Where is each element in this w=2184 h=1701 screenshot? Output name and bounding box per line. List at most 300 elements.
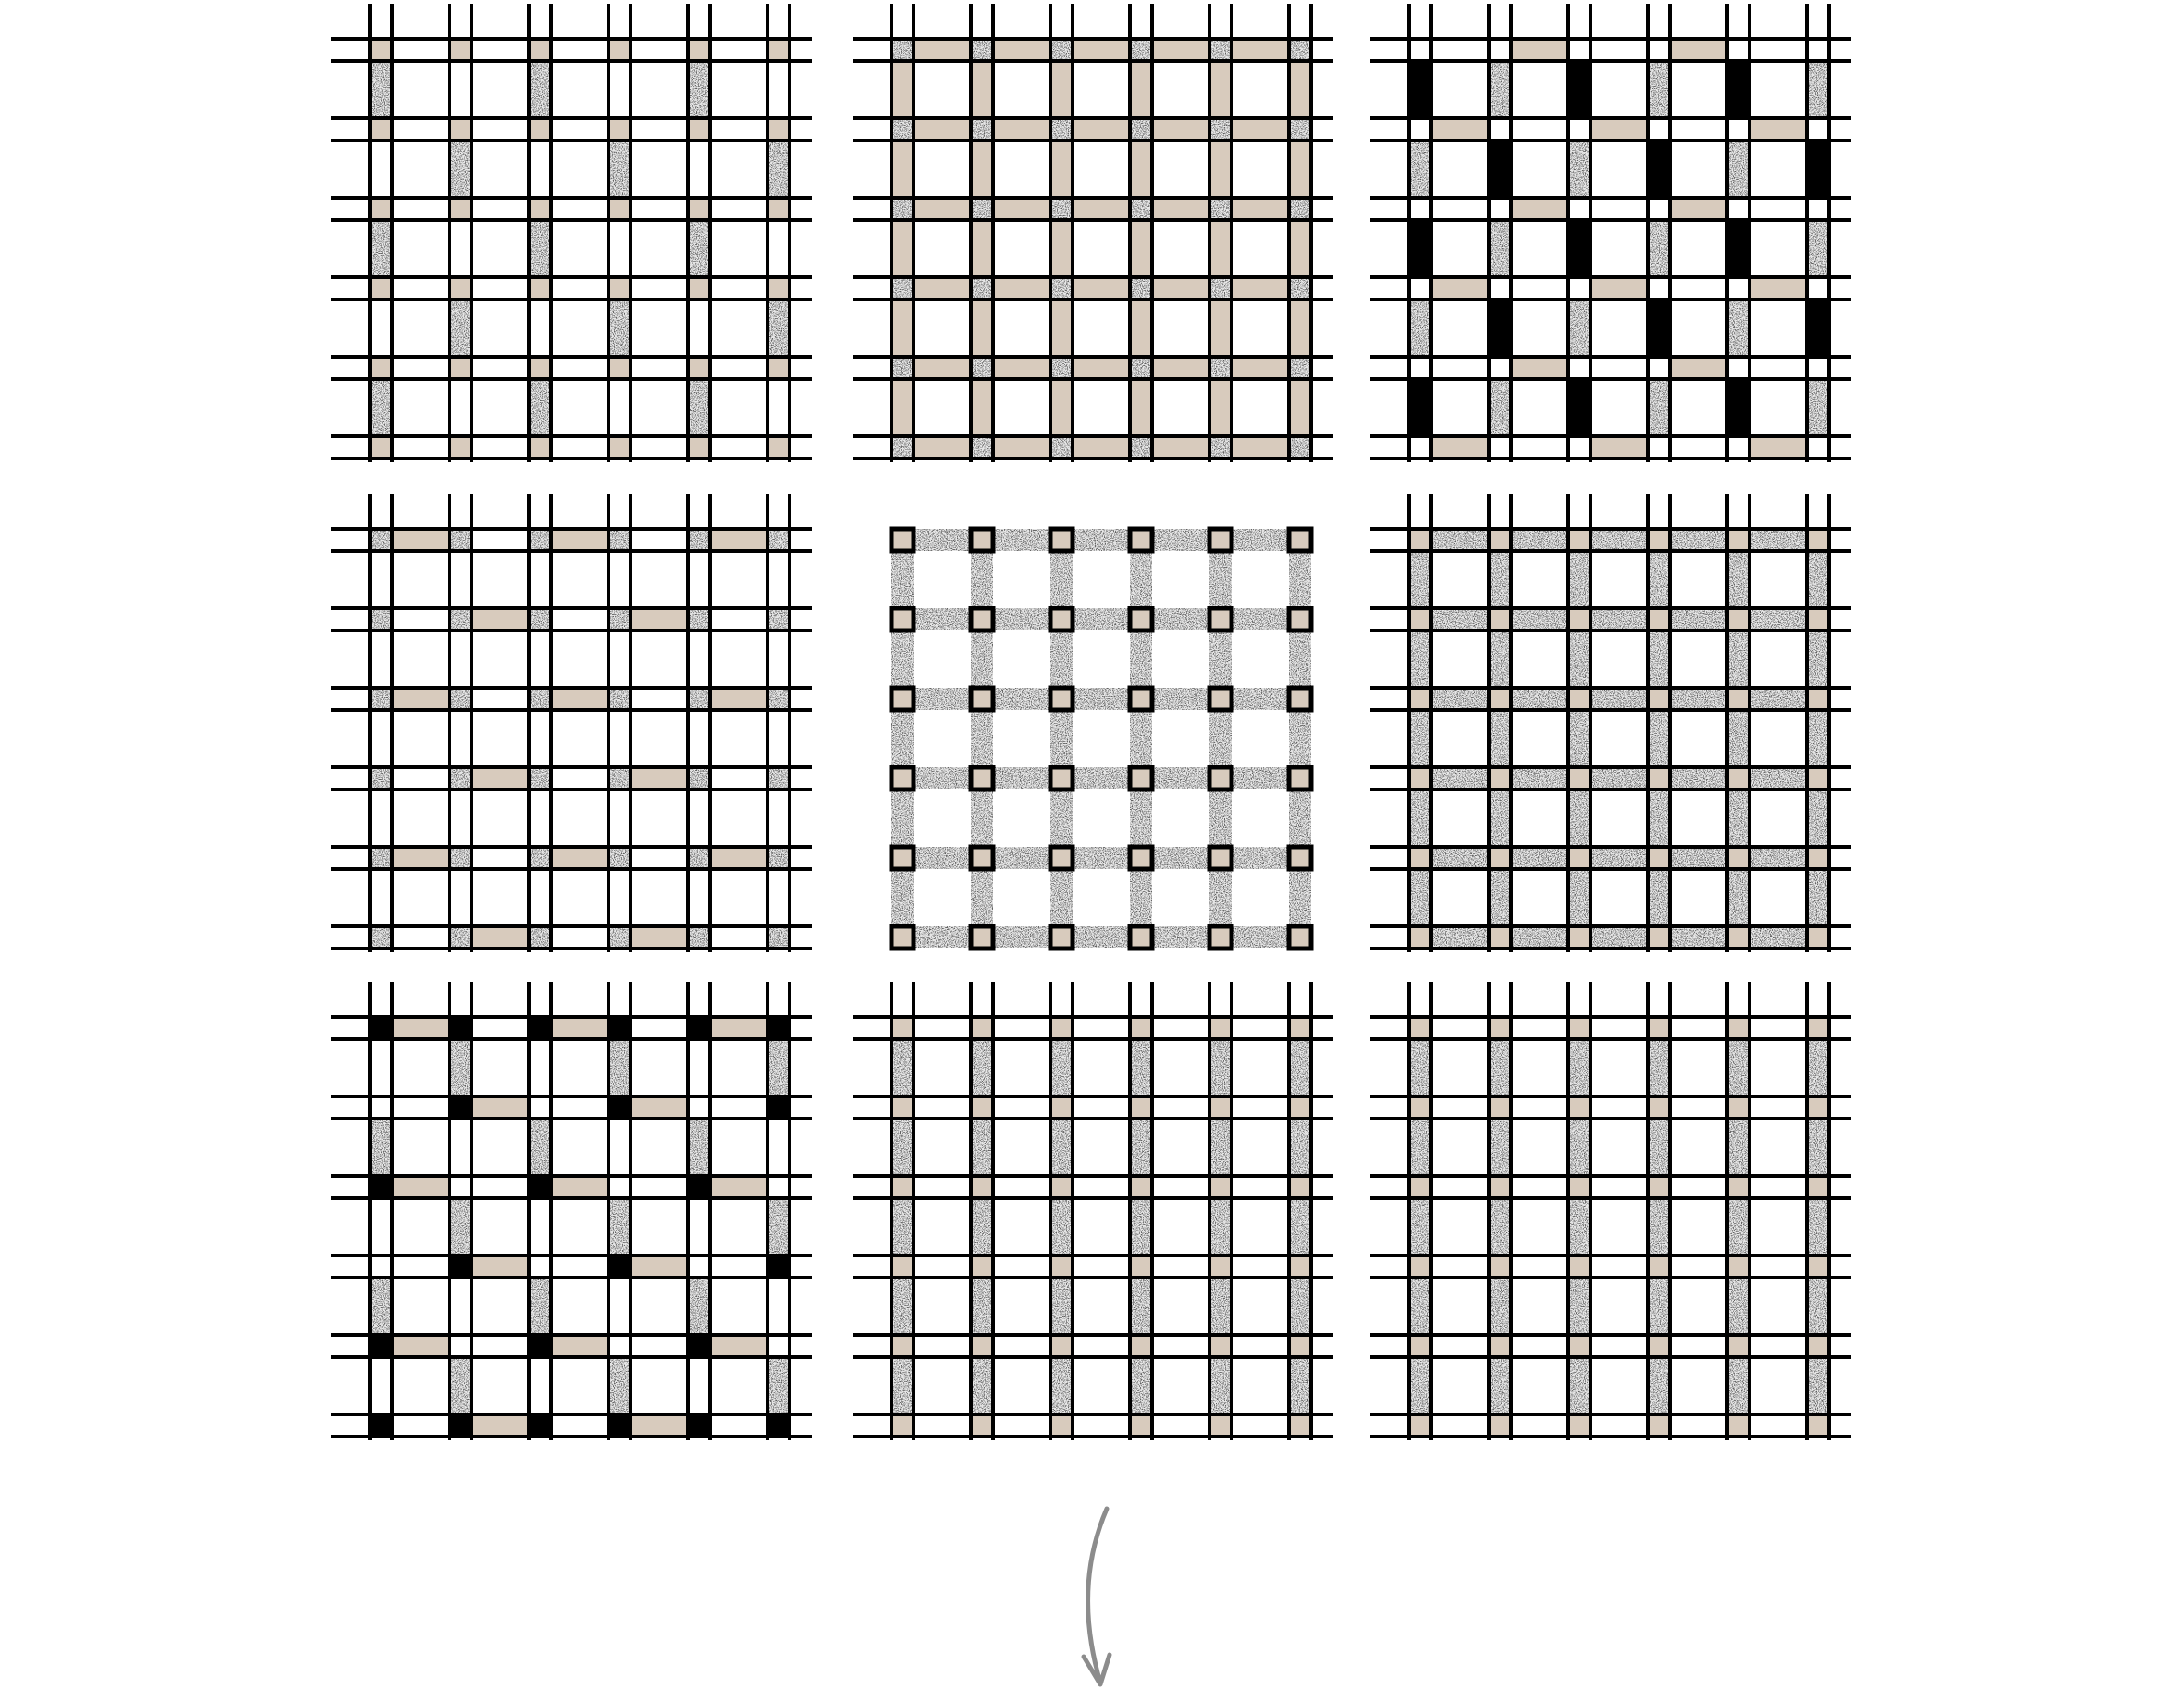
speckle-segment — [767, 141, 790, 198]
speckle-node — [688, 688, 710, 710]
speckle-node — [1130, 277, 1152, 300]
speckle-segment — [1807, 61, 1829, 118]
speckle-node — [370, 608, 392, 630]
speckle-segment — [1431, 926, 1489, 948]
speckle-segment — [1727, 1357, 1749, 1414]
tan-node — [1568, 688, 1590, 710]
speckle-segment — [1130, 1198, 1152, 1255]
black-node — [1209, 767, 1232, 789]
black-node — [688, 1335, 710, 1357]
speckle-segment — [1590, 529, 1648, 551]
tan-segment — [1511, 357, 1568, 379]
speckle-segment — [1130, 630, 1152, 688]
tan-segment — [1209, 141, 1232, 198]
speckle-node — [529, 847, 551, 869]
speckle-segment — [1568, 1039, 1590, 1096]
tan-node — [1409, 767, 1431, 789]
tan-node — [1727, 1255, 1749, 1278]
black-node — [1050, 767, 1073, 789]
tan-node — [1050, 1255, 1073, 1278]
tan-node — [370, 198, 392, 220]
tan-segment — [551, 1017, 608, 1039]
tan-node — [688, 39, 710, 61]
speckle-node — [370, 847, 392, 869]
speckle-segment — [1073, 608, 1130, 630]
tan-node — [1648, 688, 1670, 710]
speckle-node — [529, 608, 551, 630]
speckle-node — [1289, 198, 1311, 220]
black-node — [1130, 529, 1152, 551]
speckle-segment — [971, 1039, 993, 1096]
tan-segment — [1209, 220, 1232, 277]
speckle-segment — [1489, 220, 1511, 277]
tan-node — [1727, 1096, 1749, 1119]
speckle-node — [449, 688, 472, 710]
speckle-segment — [370, 61, 392, 118]
speckle-segment — [1489, 379, 1511, 436]
speckle-segment — [1289, 1198, 1311, 1255]
speckle-segment — [1807, 551, 1829, 608]
tan-node — [1568, 1414, 1590, 1437]
speckle-segment — [1409, 300, 1431, 357]
speckle-node — [370, 767, 392, 789]
black-node — [370, 1176, 392, 1198]
speckle-segment — [1152, 767, 1209, 789]
speckle-node — [971, 198, 993, 220]
tan-node — [1648, 767, 1670, 789]
speckle-node — [688, 767, 710, 789]
speckle-segment — [1489, 61, 1511, 118]
black-node — [971, 847, 993, 869]
tan-segment — [1050, 300, 1073, 357]
tan-node — [1807, 688, 1829, 710]
tan-segment — [1670, 39, 1727, 61]
speckle-segment — [1073, 767, 1130, 789]
tan-node — [1489, 1096, 1511, 1119]
tan-node — [1050, 1414, 1073, 1437]
speckle-segment — [1409, 1039, 1431, 1096]
speckle-segment — [1489, 710, 1511, 767]
tan-node — [1648, 1096, 1670, 1119]
tan-node — [1807, 529, 1829, 551]
speckle-segment — [1232, 767, 1289, 789]
speckle-node — [1130, 436, 1152, 459]
speckle-segment — [914, 688, 971, 710]
speckle-segment — [1073, 847, 1130, 869]
black-segment — [1489, 141, 1511, 198]
speckle-segment — [1209, 630, 1232, 688]
tan-segment — [914, 357, 971, 379]
speckle-node — [1209, 277, 1232, 300]
black-node — [891, 847, 914, 869]
open-slot — [1511, 1255, 1568, 1278]
black-segment — [1568, 220, 1590, 277]
tan-segment — [1073, 39, 1130, 61]
tan-node — [1409, 1176, 1431, 1198]
speckle-segment — [1648, 630, 1670, 688]
speckle-segment — [1511, 688, 1568, 710]
speckle-segment — [1130, 789, 1152, 847]
speckle-segment — [608, 1357, 631, 1414]
speckle-segment — [1727, 551, 1749, 608]
speckle-node — [1130, 118, 1152, 141]
speckle-segment — [1807, 710, 1829, 767]
speckle-segment — [449, 300, 472, 357]
tan-node — [1489, 608, 1511, 630]
tan-segment — [1130, 141, 1152, 198]
speckle-segment — [1409, 141, 1431, 198]
pattern-panel-p6 — [1370, 494, 1851, 952]
speckle-segment — [767, 1357, 790, 1414]
tan-segment — [993, 198, 1050, 220]
tan-segment — [472, 1096, 529, 1119]
speckle-node — [608, 926, 631, 948]
speckle-segment — [1489, 1198, 1511, 1255]
speckle-segment — [1409, 1119, 1431, 1176]
speckle-segment — [529, 1119, 551, 1176]
speckle-segment — [993, 767, 1050, 789]
speckle-segment — [1409, 869, 1431, 926]
speckle-segment — [971, 869, 993, 926]
speckle-segment — [1568, 630, 1590, 688]
speckle-segment — [449, 141, 472, 198]
speckle-segment — [608, 141, 631, 198]
speckle-segment — [1209, 1198, 1232, 1255]
tan-node — [1568, 926, 1590, 948]
speckle-node — [1209, 357, 1232, 379]
speckle-segment — [971, 1357, 993, 1414]
speckle-segment — [1749, 529, 1807, 551]
speckle-segment — [1050, 1119, 1073, 1176]
pattern-panel-p5 — [891, 529, 1311, 948]
tan-segment — [392, 847, 449, 869]
speckle-segment — [1590, 688, 1648, 710]
tan-node — [891, 1096, 914, 1119]
black-node — [1130, 608, 1152, 630]
open-slot — [1511, 1335, 1568, 1357]
tan-segment — [1590, 436, 1648, 459]
speckle-segment — [1807, 1039, 1829, 1096]
speckle-segment — [1130, 1039, 1152, 1096]
speckle-node — [891, 277, 914, 300]
speckle-segment — [1749, 847, 1807, 869]
speckle-segment — [1489, 789, 1511, 847]
tan-segment — [1232, 39, 1289, 61]
speckle-segment — [1670, 688, 1727, 710]
tan-node — [1648, 1176, 1670, 1198]
speckle-segment — [1409, 1357, 1431, 1414]
black-node — [449, 1017, 472, 1039]
speckle-segment — [1727, 1039, 1749, 1096]
speckle-segment — [688, 220, 710, 277]
pattern-panel-p4 — [331, 494, 812, 952]
tan-segment — [1749, 277, 1807, 300]
open-slot — [1590, 1096, 1648, 1119]
black-node — [1050, 926, 1073, 948]
speckle-segment — [1807, 379, 1829, 436]
speckle-node — [891, 198, 914, 220]
speckle-segment — [370, 220, 392, 277]
speckle-segment — [1807, 630, 1829, 688]
tan-node — [1648, 1335, 1670, 1357]
tan-node — [1807, 1414, 1829, 1437]
speckle-segment — [370, 1119, 392, 1176]
speckle-segment — [1568, 1278, 1590, 1335]
speckle-segment — [1152, 529, 1209, 551]
tan-segment — [1431, 277, 1489, 300]
speckle-segment — [1727, 141, 1749, 198]
black-node — [891, 767, 914, 789]
speckle-segment — [1749, 608, 1807, 630]
tan-node — [1648, 529, 1670, 551]
speckle-segment — [971, 1198, 993, 1255]
speckle-segment — [1511, 767, 1568, 789]
speckle-segment — [1749, 688, 1807, 710]
tan-segment — [1590, 118, 1648, 141]
tan-segment — [914, 39, 971, 61]
tan-node — [1727, 688, 1749, 710]
speckle-node — [891, 39, 914, 61]
speckle-segment — [1209, 710, 1232, 767]
tan-segment — [1209, 379, 1232, 436]
speckle-segment — [891, 789, 914, 847]
open-slot — [1431, 1414, 1489, 1437]
tan-segment — [993, 277, 1050, 300]
black-node — [971, 767, 993, 789]
speckle-segment — [1489, 630, 1511, 688]
tan-node — [1409, 688, 1431, 710]
speckle-segment — [1289, 710, 1311, 767]
tan-node — [1489, 847, 1511, 869]
tan-segment — [914, 436, 971, 459]
speckle-segment — [1807, 1119, 1829, 1176]
tan-segment — [1152, 39, 1209, 61]
tan-segment — [392, 529, 449, 551]
tan-node — [1409, 1335, 1431, 1357]
tan-node — [1289, 1255, 1311, 1278]
open-slot — [1511, 1096, 1568, 1119]
tan-segment — [1511, 39, 1568, 61]
panels-group — [331, 4, 1851, 1440]
speckle-segment — [1648, 220, 1670, 277]
speckle-node — [971, 118, 993, 141]
black-node — [688, 1414, 710, 1437]
speckle-node — [1209, 39, 1232, 61]
tan-node — [971, 1335, 993, 1357]
tan-node — [370, 357, 392, 379]
speckle-segment — [1568, 1357, 1590, 1414]
tan-segment — [1749, 118, 1807, 141]
speckle-segment — [1807, 220, 1829, 277]
tan-segment — [472, 767, 529, 789]
tan-node — [608, 436, 631, 459]
speckle-node — [688, 608, 710, 630]
speckle-segment — [1289, 551, 1311, 608]
speckle-node — [1209, 118, 1232, 141]
tan-segment — [551, 688, 608, 710]
speckle-segment — [1727, 789, 1749, 847]
speckle-segment — [1209, 1357, 1232, 1414]
speckle-segment — [370, 379, 392, 436]
tan-node — [1130, 1017, 1152, 1039]
speckle-segment — [891, 1119, 914, 1176]
tan-node — [1727, 1017, 1749, 1039]
speckle-node — [370, 926, 392, 948]
black-segment — [1807, 141, 1829, 198]
pattern-panel-p3 — [1370, 4, 1851, 462]
open-slot — [1749, 1335, 1807, 1357]
black-node — [449, 1255, 472, 1278]
speckle-segment — [1209, 1119, 1232, 1176]
speckle-node — [1050, 118, 1073, 141]
speckle-segment — [1232, 847, 1289, 869]
speckle-node — [891, 118, 914, 141]
tan-node — [1289, 1017, 1311, 1039]
tan-node — [1807, 1255, 1829, 1278]
black-segment — [1727, 61, 1749, 118]
tan-node — [1209, 1255, 1232, 1278]
tan-node — [1489, 1335, 1511, 1357]
tan-node — [1489, 688, 1511, 710]
tan-node — [1209, 1335, 1232, 1357]
tan-node — [1130, 1176, 1152, 1198]
tan-node — [688, 277, 710, 300]
black-node — [971, 608, 993, 630]
speckle-node — [1050, 277, 1073, 300]
black-node — [1289, 529, 1311, 551]
open-slot — [1670, 1017, 1727, 1039]
tan-segment — [392, 1176, 449, 1198]
speckle-segment — [449, 1039, 472, 1096]
open-slot — [1590, 1017, 1648, 1039]
tan-node — [1727, 926, 1749, 948]
speckle-segment — [1050, 1278, 1073, 1335]
speckle-segment — [1511, 847, 1568, 869]
tan-segment — [472, 1255, 529, 1278]
speckle-segment — [1130, 869, 1152, 926]
speckle-node — [1289, 118, 1311, 141]
tan-node — [1409, 1017, 1431, 1039]
speckle-segment — [891, 630, 914, 688]
black-node — [688, 1176, 710, 1198]
tan-node — [1489, 767, 1511, 789]
speckle-node — [1050, 198, 1073, 220]
speckle-node — [449, 847, 472, 869]
speckle-segment — [1489, 869, 1511, 926]
speckle-segment — [891, 869, 914, 926]
tan-node — [1648, 926, 1670, 948]
speckle-node — [1289, 357, 1311, 379]
black-node — [1289, 608, 1311, 630]
tan-segment — [1130, 379, 1152, 436]
speckle-node — [529, 767, 551, 789]
tan-node — [1489, 1176, 1511, 1198]
open-slot — [1431, 1096, 1489, 1119]
open-slot — [1749, 1096, 1807, 1119]
tan-segment — [1152, 436, 1209, 459]
black-node — [767, 1096, 790, 1119]
tan-segment — [551, 1335, 608, 1357]
tan-segment — [1152, 357, 1209, 379]
tan-segment — [1130, 61, 1152, 118]
black-node — [1209, 608, 1232, 630]
tan-segment — [1590, 277, 1648, 300]
tan-node — [1409, 529, 1431, 551]
speckle-node — [767, 529, 790, 551]
speckle-segment — [688, 379, 710, 436]
tan-node — [1568, 608, 1590, 630]
speckle-segment — [1209, 789, 1232, 847]
speckle-segment — [914, 926, 971, 948]
speckle-segment — [914, 767, 971, 789]
tan-node — [1807, 1176, 1829, 1198]
speckle-node — [891, 357, 914, 379]
speckle-segment — [1289, 1357, 1311, 1414]
speckle-segment — [891, 1278, 914, 1335]
speckle-segment — [1209, 869, 1232, 926]
tan-node — [1568, 529, 1590, 551]
speckle-segment — [688, 1278, 710, 1335]
tan-segment — [1431, 436, 1489, 459]
speckle-segment — [1209, 1039, 1232, 1096]
open-slot — [1431, 1017, 1489, 1039]
tan-node — [370, 436, 392, 459]
speckle-segment — [1073, 926, 1130, 948]
speckle-segment — [971, 1119, 993, 1176]
speckle-segment — [993, 688, 1050, 710]
speckle-node — [608, 767, 631, 789]
speckle-segment — [1073, 529, 1130, 551]
speckle-segment — [529, 1278, 551, 1335]
speckle-segment — [1050, 1039, 1073, 1096]
tan-node — [1289, 1176, 1311, 1198]
speckle-segment — [1489, 1357, 1511, 1414]
tan-node — [1807, 1096, 1829, 1119]
speckle-segment — [1807, 1198, 1829, 1255]
speckle-segment — [370, 1278, 392, 1335]
tan-segment — [1431, 118, 1489, 141]
speckle-segment — [1073, 688, 1130, 710]
speckle-segment — [608, 1039, 631, 1096]
tan-node — [1409, 926, 1431, 948]
black-node — [1209, 529, 1232, 551]
speckle-segment — [449, 1198, 472, 1255]
speckle-node — [1209, 198, 1232, 220]
speckle-segment — [1431, 529, 1489, 551]
speckle-segment — [1670, 847, 1727, 869]
tan-segment — [1670, 198, 1727, 220]
tan-node — [529, 118, 551, 141]
speckle-segment — [1050, 551, 1073, 608]
speckle-segment — [1152, 688, 1209, 710]
tan-segment — [971, 379, 993, 436]
black-node — [608, 1096, 631, 1119]
tan-node — [1289, 1414, 1311, 1437]
tan-node — [1409, 847, 1431, 869]
tan-node — [688, 357, 710, 379]
tan-segment — [631, 1096, 688, 1119]
speckle-segment — [1511, 608, 1568, 630]
black-node — [1050, 847, 1073, 869]
tan-node — [1568, 1176, 1590, 1198]
tan-node — [971, 1176, 993, 1198]
tan-node — [1050, 1017, 1073, 1039]
tan-segment — [1050, 379, 1073, 436]
tan-segment — [914, 277, 971, 300]
tan-segment — [1209, 61, 1232, 118]
speckle-segment — [1727, 710, 1749, 767]
tan-segment — [891, 61, 914, 118]
